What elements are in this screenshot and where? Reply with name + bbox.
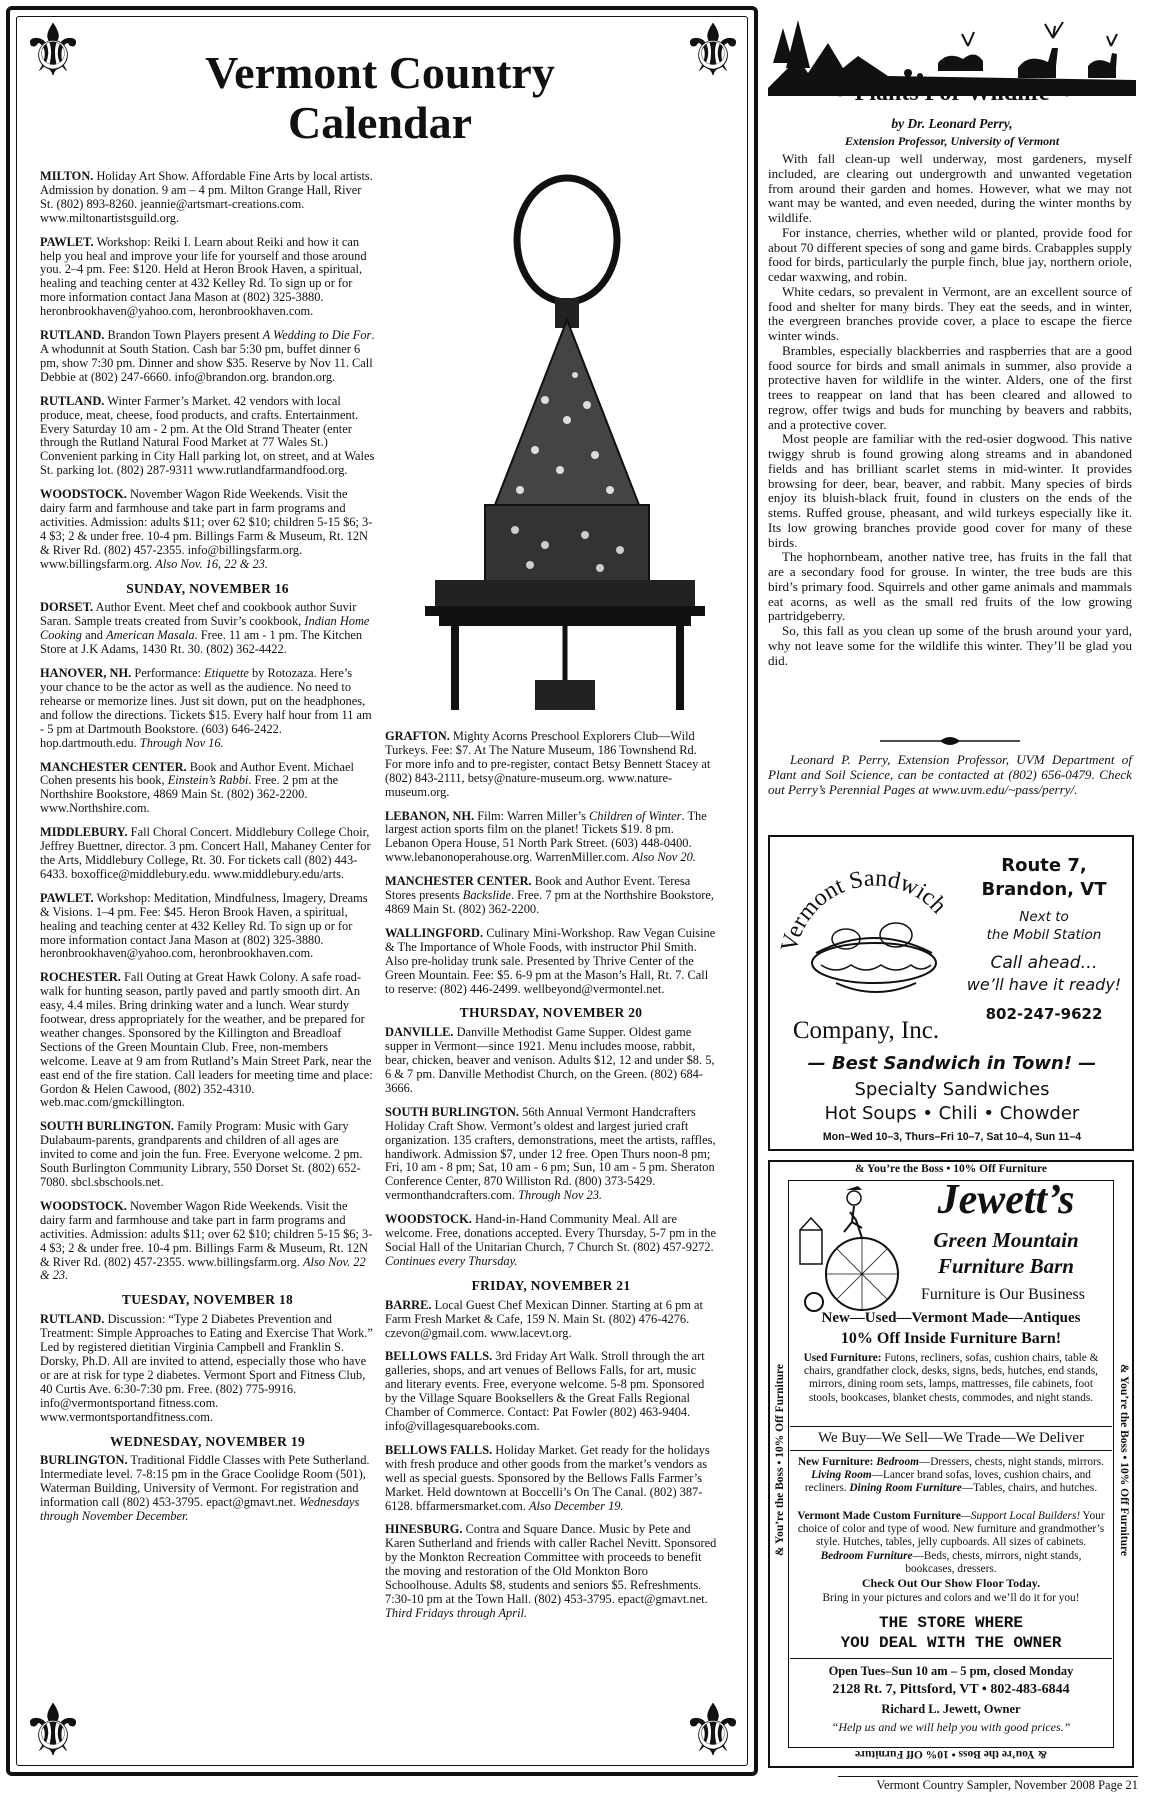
event-italic-text: Through Nov 23. — [518, 1188, 603, 1203]
event-text: Book and Author Event. Michael Cohen presents his book, — [40, 759, 354, 788]
event-text: Local Guest Chef Mexican Dinner. Starting at 6 pm at Farm Fresh Market & Cafe, 159 N. Main St. (802) 476-4276. czevon@gmail.com. www.lacevt.org. — [385, 1297, 703, 1340]
jewetts-store2: YOU DEAL WITH THE OWNER — [840, 1634, 1062, 1652]
plants-affiliation: Extension Professor, University of Vermont — [844, 134, 1060, 148]
event-location: BURLINGTON. — [40, 1453, 128, 1468]
event-listing — [40, 826, 375, 882]
event-italic-text: Also Nov 20. — [632, 850, 696, 865]
event-italic-text: Children of Winter — [589, 808, 682, 823]
article-paragraph: The hophornbeam, another native tree, has fruits in the fall that are a secondary food for grouse. In winter, the tree buds are this bird’s primary food. Squirrels and other game animals and mammals eat acorns, as well as the small red fruits of the low growing partridgeberry. — [768, 549, 1132, 624]
event-text: . Free. 2 pm at the Northshire Bookstore, 4869 Main St. (802) 362-2200. www.Northshire.com. — [40, 773, 339, 816]
jewetts-sub2: Furniture Barn — [938, 1254, 1074, 1278]
jewetts-bring: Bring in your pictures and colors and we’ll do it for you! — [822, 1592, 1080, 1604]
event-listing — [40, 488, 375, 571]
day-heading: FRIDAY, NOVEMBER 21 — [471, 1277, 631, 1293]
sandwich-slogan: — Best Sandwich in Town! — — [807, 1053, 1097, 1074]
event-text: Winter Farmer’s Market. 42 vendors with local produce, meat, cheese, food products, and crafts. Entertainment. Every Saturday 10 am - 2 pm. At the Old Strand Theater (enter through the Rutland Natural Food Market at 77 Wales St.) Convenient parking in City Hall parking lot, on street, and at Wales St. parking lot. (802) 287-9311 www.rutlandfarmandfood.org. — [40, 393, 375, 478]
event-location: WALLINGFORD. — [385, 925, 484, 940]
svg-text:Vermont Sandwich — [776, 865, 951, 954]
event-text: Brandon Town Players present — [104, 328, 263, 343]
article-paragraph: White cedars, so prevalent in Vermont, are an excellent source of food and shelter for many birds. They eat the seeds, and in winter, the evergreen branches provide cover, a place to escape the fierce winter winds. — [768, 283, 1132, 343]
jewetts-used-furniture: Used Furniture: Futons, recliners, sofas, cushion chairs, table & chairs, grandfather clock, desks, signs, beds, hutches, end stands, mirrors, dining room sets, lamps, mattresses, file cabinets, foot stools, bookcases, blanket chests, commodes, and night stands. — [803, 1352, 1099, 1404]
event-text: November Wagon Ride Weekends. Visit the dairy farm and farmhouse and take part in farm programs and activities. Admission: adults $11; over 62 $10; children 5-15 $6; 3-4 $3; 2 & under free. 10-4 pm. Billings Farm & Museum, Rt. 12N & River Rd. (802) 457-2355. www.billingsfarm.org. — [40, 1198, 373, 1269]
sandwich-town: Brandon, VT — [981, 879, 1107, 900]
event-location: PAWLET. — [40, 890, 94, 905]
event-italic-text: American Masala — [106, 628, 195, 643]
event-listing — [385, 1026, 717, 1096]
event-italic-text: Indian Home Cooking — [40, 614, 370, 643]
jewetts-furniture-ad — [768, 1160, 1134, 1768]
article-paragraph: For instance, cherries, whether wild or planted, provide food for about 70 different species of song and game birds. Crabapples supply food for birds, particularly the purple finch, blue jay, northern oriole, cedar waxwing, and robin. — [768, 224, 1132, 284]
lantern-illustration — [395, 170, 725, 715]
event-text: Traditional Fiddle Classes with Pete Sutherland. Intermediate level. 7-8:15 pm in the Grace Coolidge Room (501), Waterman Building, University of Vermont. For registration and information call (802) 453-3795. epact@gmavt.net. — [40, 1453, 370, 1510]
event-listing — [385, 1444, 717, 1514]
event-text: Contra and Square Dance. Music by Pete and Karen Sutherland and friends with caller Rachel Nevitt. Sponsored by the Monkton Recreation Committee with proceeds to benefit the moving and restoration of the Old Monkton Boro Schoolhouse. Adults $8, students and seniors $5. Refreshments. 7:30-10 pm at the Town Hall. (802) 453-3795. epact@gmavt.net. — [385, 1522, 717, 1606]
jewetts-sub1: Green Mountain — [933, 1228, 1079, 1252]
calendar-title: Vermont Country Calendar — [205, 47, 555, 148]
article-paragraph: Brambles, especially blackberries and raspberries that are a good food source for birds and small animals in summer, also provide a protective haven for wildlife in the winter. Alders, one of the first trees to reappear on land that has been cleared and allowed to regrow, offer twigs and buds for munching by beavers and rabbits, and a protective cover. — [768, 342, 1132, 432]
event-listing — [40, 1313, 375, 1424]
fleur-de-lis-icon: ⚜ — [20, 1691, 86, 1771]
event-listing — [40, 761, 375, 817]
event-location: HINESBURG. — [385, 1522, 463, 1537]
event-text: Book and Author Event. Teresa Stores presents — [385, 874, 691, 903]
event-location: BELLOWS FALLS. — [385, 1442, 493, 1457]
sandwich-company: Company, Inc. — [792, 1017, 940, 1044]
fleur-de-lis-icon: ⚜ — [680, 11, 746, 91]
event-text: and — [82, 628, 107, 643]
event-location: DANVILLE. — [385, 1025, 454, 1040]
event-text: Holiday Market. Get ready for the holidays with fresh produce and other goods from the market’s vendors as well as special guests. Sponsored by the Bellows Falls Farmer’s Market. Held downtown at Boccelli’s On The Canal. (802) 387-6128. bffarmersmarket.com. — [385, 1442, 710, 1513]
event-text: Family Program: Music with Gary Dulabaum-parents, grandparents and children of all ages are invited to come and join the fun. Free. Everyone welcome. 2 pm. South Burlington Community Library, 550 Dorset St. (802) 652-7080. sbcl.sbschools.net. — [40, 1119, 363, 1189]
day-heading: TUESDAY, NOVEMBER 18 — [121, 1292, 294, 1308]
event-location: WOODSTOCK. — [40, 1198, 127, 1213]
event-listing — [385, 730, 717, 800]
event-location: MIDDLEBURY. — [40, 825, 128, 840]
event-text: Performance: — [131, 666, 205, 681]
event-location: RUTLAND. — [40, 393, 105, 408]
event-listing — [40, 892, 375, 962]
calendar-column-left — [40, 170, 375, 1534]
event-text: Film: Warren Miller’s — [474, 808, 590, 823]
event-text: Fall Choral Concert. Middlebury College Choir, Jeffrey Buettner, director. 3 pm. Concert Hall, Mahaney Center for the Arts, Middlebury College, Rt. 30. For tickets call (802) 443-6433. boxoffice@middlebury.edu. www.middlebury.edu/arts. — [40, 825, 371, 881]
event-listing — [40, 170, 375, 226]
event-italic-text: Also Nov. 16, 22 & 23. — [155, 556, 268, 571]
vermont-sandwich-ad — [768, 835, 1134, 1151]
event-text: . Free. 7 pm at the Northshire Bookstore, 4869 Main St. (802) 362-2200. — [385, 888, 714, 916]
jewetts-custom-furniture: Vermont Made Custom Furniture—Support Local Builders! Your choice of color and type of wood. New furniture and grandmother’s style. Hutches, tables, jelly cupboards. All sizes of cabinets. Bedroom Furniture—Beds, chests, mirrors, night stands, bookcases, dressers. — [797, 1510, 1105, 1575]
event-text: 56th Annual Vermont Handcrafters Holiday Craft Show. Vermont’s oldest and largest juried craft organization. 135 crafters, demonstrations, meet the artists, raffles, handiwork. Admission $7, under 12 free. Open Thurs noon-8 pm; Fri, 10 am - 8 pm; Sat, 10 am - 6 pm; Sun, 10 am - 5 pm. Sheraton Conference Center, 870 Williston Rd. (800) 373-5429. vermonthandcrafters.com. — [385, 1104, 716, 1203]
page-footer: Vermont Country Sampler, November 2008 Page 21 — [838, 1776, 1138, 1793]
event-text: 3rd Friday Art Walk. Stroll through the art galleries, shops, and art venues of Bellows Falls, for art, music and literary events. Free, everyone welcome. 5-8 pm. Sponsored by the Village Square Booksellers & the Great Falls Regional Chamber of Commerce. Contact: Pat Fowler (802) 463-9404. info@villagesquarebooks.com. — [385, 1349, 705, 1433]
event-text: November Wagon Ride Weekends. Visit the dairy farm and farmhouse and take part in farm programs and activities. Admission: adults $11; over 62 $10; children 5-15 $6; 3-4 $3; 2 & under free. 10-4 pm. Billings Farm & Museum, Rt. 12N & River Rd. (802) 457-2355. info@billingsfarm.org. www.billingsfarm.org. — [40, 487, 373, 571]
event-italic-text: A Wedding to Die For — [262, 328, 372, 343]
jewetts-quote: “Help us and we will help you with good prices.” — [831, 1720, 1071, 1734]
event-listing — [385, 927, 717, 997]
sandwich-hours: Mon–Wed 10–3, Thurs–Fri 10–7, Sat 10–4, Sun 11–4 — [822, 1131, 1082, 1143]
event-location: LEBANON, NH. — [385, 808, 475, 823]
event-italic-text: Also Nov. 22 & 23. — [40, 1254, 366, 1283]
article-paragraph: With fall clean-up well underway, most gardeners, myself included, are clearing out undergrowth and unwanted vegetation from around their garden and homes. However, what we may not want may be wanted, and even needed, during the winter months by wildlife. — [768, 151, 1132, 225]
border-text-left: & You’re the Boss • 10% Off Furniture — [774, 1364, 786, 1556]
event-listing — [385, 1523, 717, 1620]
event-listing — [40, 395, 375, 478]
event-text: Fall Outing at Great Hawk Colony. A safe road-walk for hunting season, partly paved and partly smooth dirt. An easy, 4.4 miles. Bring drinking water and a lunch. Wear sturdy footwear, dress appropriately for the weather, and be prepared for weather changes. Sponsored by the Killington and Breadloaf Sections of the Green Mountain Club. Free, non-members welcome. Leave at 9 am from Rutland’s Main Street Park, near the east end of the fire station. Call leaders for meeting time and place: Gordon & Helen Cawood, (802) 352-4310. web.mac.com/gmckillington. — [40, 970, 373, 1110]
jewetts-open-hours: Open Tues–Sun 10 am – 5 pm, closed Monday — [828, 1664, 1074, 1678]
article-paragraph: So, this fall as you clean up some of the brush around your yard, why not leave some for the wildlife this winter. They’ll be glad you did. — [768, 623, 1132, 668]
jewetts-buysell: We Buy—We Sell—We Trade—We Deliver — [790, 1426, 1112, 1451]
event-location: HANOVER, NH. — [40, 666, 132, 681]
event-location: PAWLET. — [40, 234, 94, 249]
event-text: Mighty Acorns Preschool Explorers Club—Wild Turkeys. Fee: $7. At The Nature Museum, 186 Townshend Rd. For more info and to pre-register, contact Betsy Bennett Stacey at (802) 843-2111, betsy@nature-museum.org. www.nature-museum.org. — [385, 729, 711, 799]
plants-article-body — [768, 152, 1132, 668]
event-italic-text: Continues every Thursday. — [385, 1253, 518, 1268]
event-text: Workshop: Reiki I. Learn about Reiki and how it can help you heal and improve your life for yourself and those around you. 2–4 pm. Fee: $120. Held at Heron Brook Haven, a spiritual, healing and teaching center at 432 Kelley Rd. To sign up or for more information contact Jana Mason at (802) 325-3880. heronbrookhaven@yahoo.com, heronbrookhaven.com. — [40, 234, 367, 319]
event-listing — [40, 1120, 375, 1190]
event-text: . A whodunnit at South Station. Cash bar 5:30 pm, buffet dinner 6 pm, show 7:30 pm. Dinner and show $35. Reserve by Nov 11. Call Debbie at (802) 247-6660. info@brandon.org. brandon.org. — [40, 328, 375, 384]
calendar-column-right — [385, 730, 717, 1631]
fleur-de-lis-icon: ⚜ — [20, 11, 86, 91]
leaf-ornament-icon: ❧ — [1049, 80, 1076, 106]
event-location: RUTLAND. — [40, 1312, 105, 1327]
event-text: Hand-in-Hand Community Meal. All are welcome. Free, donations accepted. Every Thursday, 5-7 pm in the Social Hall of the Unitarian Church, 7 Church St. (802) 457-9272. — [385, 1212, 717, 1254]
event-listing — [40, 1200, 375, 1283]
event-location: RUTLAND. — [40, 328, 105, 343]
sandwich-specialty: Specialty Sandwiches — [854, 1079, 1050, 1100]
jewetts-show-floor: Check Out Our Show Floor Today. — [861, 1576, 1041, 1590]
jewetts-tagline: Furniture is Our Business — [921, 1286, 1085, 1303]
event-text: . The largest action sports film on the planet! Tickets $19. 8 pm. Lebanon Opera House, 51 North Park Street. (603) 448-0400. www.lebanonoperahouse.org. WarrenMiller.com. — [385, 808, 707, 865]
event-location: ROCHESTER. — [40, 970, 121, 985]
sandwich-next-to: Next to — [1019, 909, 1069, 925]
event-listing — [385, 1299, 717, 1341]
sandwich-ready: we’ll have it ready! — [966, 975, 1122, 994]
jewetts-discount: 10% Off Inside Furniture Barn! — [840, 1330, 1062, 1347]
day-heading: WEDNESDAY, NOVEMBER 19 — [109, 1433, 305, 1449]
plants-byline: by Dr. Leonard Perry, — [891, 116, 1013, 131]
event-listing — [40, 236, 375, 319]
day-heading: SUNDAY, NOVEMBER 16 — [126, 580, 289, 596]
event-italic-text: Backslide — [462, 888, 511, 903]
sandwich-route: Route 7, — [1001, 855, 1087, 876]
event-location: WOODSTOCK. — [385, 1212, 472, 1227]
fleur-de-lis-icon: ⚜ — [680, 1691, 746, 1771]
event-location: DORSET. — [40, 600, 94, 615]
event-location: MILTON. — [40, 169, 94, 183]
event-listing — [40, 601, 375, 657]
event-listing — [385, 1350, 717, 1433]
ornament-divider — [880, 735, 1020, 747]
jewetts-owner: Richard L. Jewett, Owner — [881, 1702, 1021, 1716]
event-text: Danville Methodist Game Supper. Oldest game supper in Vermont—since 1921. Menu includes moose, rabbit, bear, chicken, beaver and venison. Adults $12, 12 and under $8. 5, 6 & 7 pm. Danville Methodist Church, on the Green. (802) 684-3666. — [385, 1025, 715, 1095]
sandwich-station: the Mobil Station — [986, 927, 1102, 943]
event-listing — [385, 1106, 717, 1203]
event-text: Culinary Mini-Workshop. Raw Vegan Cuisine & The Importance of Whole Foods, with instructor Phil Smith. Also pre-holiday trunk sale. Presented by Thrive Center of the Green Mountain. Fee: $5. 6-9 pm at the Mason’s Hall, Rt. 7. Call to reserve: (802) 446-2499. wellbeyond@vermontel.net. — [385, 925, 716, 996]
event-text: Workshop: Meditation, Mindfulness, Imagery, Dreams & Visions. 1–4 pm. Fee: $45. Heron Brook Haven, a spiritual, healing and teaching center at 432 Kelley Rd. To sign up or for more information contact Jana Mason at (802) 325-3880. heronbrookhaven@yahoo.com, heronbrookhaven.com. — [40, 890, 368, 961]
event-italic-text: Third Fridays through April. — [385, 1605, 528, 1620]
event-location: BELLOWS FALLS. — [385, 1349, 493, 1364]
day-heading: THURSDAY, NOVEMBER 20 — [459, 1005, 643, 1021]
event-italic-text: Wednesdays through November December. — [40, 1495, 360, 1524]
jewetts-address: 2128 Rt. 7, Pittsford, VT • 802-483-6844 — [832, 1682, 1070, 1697]
event-listing — [385, 810, 717, 866]
event-text: Discussion: “Type 2 Diabetes Prevention and Treatment: Simple Approaches to Eating and Exercise That Work.” Led by registered dietitian Virginia Campbell and Franklin S. Dorsky, Ph.D. All are invited to attend, especially those who have or are at risk for type 2 diabetes. Vermont Sport and Fitness Club, 40 Curtis Ave. 6:30-7:30 pm. Free. (802) 775-9916. info@vermontsportand fitness.com. www.vermontsportandfitness.com. — [40, 1312, 373, 1424]
sandwich-logo — [776, 843, 966, 1021]
jewetts-store1: THE STORE WHERE — [878, 1614, 1024, 1632]
jewetts-new-furniture: New Furniture: Bedroom—Dressers, chests, night stands, mirrors. Living Room—Lancer brand sofas, loves, cushion chairs, and recliners. Dining Room Furniture—Tables, chairs, and hutches. — [797, 1456, 1105, 1495]
event-listing — [40, 1454, 375, 1524]
event-location: SOUTH BURLINGTON. — [40, 1119, 175, 1134]
event-listing — [40, 667, 375, 750]
event-text: Author Event. Meet chef and cookbook author Suvir Saran. Sample treats created from Suvir’s cookbook, — [40, 600, 357, 629]
event-text: by Rotozaza. Here’s your chance to be the actor as well as the audience. No need to rehearse or memorize lines. Just sit down, put on the headphones, and follow the directions. Tickets $15. Every half hour from 11 am - 5 pm at Dartmouth Bookstore. (603) 646-2422. hop.dartmouth.edu. — [40, 666, 372, 750]
border-text-top: & You’re the Boss • 10% Off Furniture — [855, 1163, 1047, 1175]
plants-article-title: ❧ Plants For Wildlife ❧ — [828, 80, 1076, 106]
event-listing — [40, 329, 375, 385]
sandwich-call-ahead: Call ahead… — [990, 953, 1098, 973]
plants-author-note: Leonard P. Perry, Extension Professor, UVM Department of Plant and Soil Science, can be contacted at (802) 656-0479. Check out Perry’s Perennial Pages at www.uvm.edu/~pass/perry/. — [768, 752, 1132, 797]
event-italic-text: Etiquette — [204, 666, 249, 681]
sandwich-arc-text: Vermont Sandwich — [776, 865, 952, 955]
event-italic-text: Through Nov 16. — [139, 735, 224, 750]
event-listing — [385, 875, 717, 917]
event-location: SOUTH BURLINGTON. — [385, 1104, 520, 1119]
event-text: Holiday Art Show. Affordable Fine Arts by local artists. Admission by donation. 9 am – 4 pm. Milton Grange Hall, River St. (802) 893-8260. jeannie@artsmart-creations.com. www.miltonartistsguild.org. — [40, 169, 373, 225]
border-text-right: & You’re the Boss • 10% Off Furniture — [1118, 1364, 1130, 1556]
event-listing — [40, 971, 375, 1110]
border-text-bottom: & You’re the Boss • 10% Off Furniture — [855, 1748, 1047, 1760]
event-italic-text: Also December 19. — [528, 1498, 624, 1513]
sandwich-phone: 802-247-9622 — [985, 1005, 1103, 1023]
article-paragraph: Most people are familiar with the red-osier dogwood. This native twiggy shrub is found growing along streams and in abandoned fields and has brilliant scarlet stems in mid-winter. It provides browsing for deer, bear, beaver, and rabbit. Many species of birds enjoy its bluish-black fruit, found in clusters on the ends of the stems. Ruffed grouse, pheasant, and wild turkeys especially like it. Its low growing branches provide good cover for many of these birds. — [768, 431, 1132, 550]
event-location: BARRE. — [385, 1297, 432, 1312]
event-italic-text: Einstein’s Rabbi — [167, 773, 249, 788]
sandwich-menu: Hot Soups • Chili • Chowder — [824, 1103, 1080, 1124]
jewetts-types: New—Used—Vermont Made—Antiques — [821, 1310, 1081, 1326]
event-location: MANCHESTER CENTER. — [40, 759, 187, 774]
event-location: GRAFTON. — [385, 729, 450, 743]
leaf-ornament-icon: ❧ — [828, 80, 855, 106]
event-listing — [385, 1213, 717, 1269]
event-location: MANCHESTER CENTER. — [385, 874, 532, 889]
event-location: WOODSTOCK. — [40, 487, 127, 502]
event-text: . Free. 11 am - 1 pm. The Kitchen Store at J.K Adams, 1430 Rt. 30. (802) 362-4422. — [40, 628, 363, 657]
jewetts-name: Jewett’s — [937, 1177, 1075, 1223]
